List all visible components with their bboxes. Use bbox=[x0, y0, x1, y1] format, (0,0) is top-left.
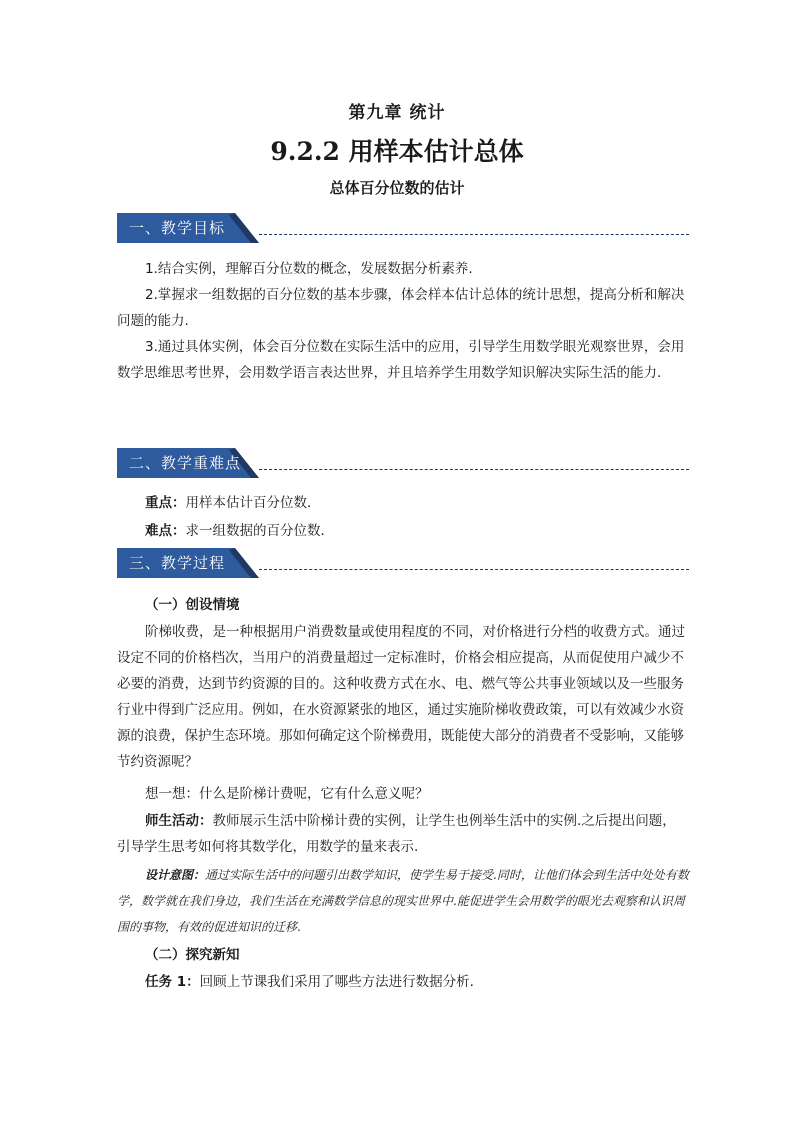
task-1 bbox=[117, 969, 689, 995]
subheading-explore: （二）探究新知 bbox=[145, 947, 240, 963]
key-label: 重点： bbox=[145, 495, 186, 511]
objective-3: 3.通过具体实例，体会百分位数在实际生活中的应用，引导学生用数学眼光观察世界，会用数学思维思考世界，会用数学语言表达世界，并且培养学生用数学知识解决实际生活的能力. bbox=[117, 339, 685, 381]
section-tab bbox=[117, 548, 259, 578]
design-text: 通过实际生活中的问题引出数学知识，使学生易于接受.同时，让他们体会到生活中处处有数学，数学就在我们身边，我们生活在充满数学信息的现实世界中.能促进学生会用数学的眼光去观察和认识周围的事物，有效的促进知识的迁移. bbox=[117, 868, 689, 934]
section-title: 二、教学重难点 bbox=[129, 454, 242, 472]
teacher-student-activity bbox=[117, 808, 689, 860]
difficulty-label: 难点： bbox=[145, 523, 186, 539]
chapter-heading: 第九章 统计 bbox=[348, 103, 446, 123]
section-title: 三、教学过程 bbox=[129, 554, 226, 572]
section-tab bbox=[117, 213, 259, 243]
dashed-divider bbox=[259, 569, 689, 570]
scenario-paragraph: 阶梯收费，是一种根据用户消费数量或使用程度的不同，对价格进行分档的收费方式。通过设定不同的价格档次，当用户的消费量超过一定标准时，价格会相应提高，从而促使用户减少不必要的消费，达到节约资源的目的。这种收费方式在水、电、燃气等公共事业领域以及一些服务行业中得到广泛应用。例如，在水资源紧张的地区，通过实施阶梯收费政策，可以有效减少水资源的浪费，保护生态环境。那如何确定这个阶梯费用，既能使大部分的消费者不受影响，又能够节约资源呢？ bbox=[117, 624, 685, 770]
section-header-process bbox=[117, 548, 689, 578]
activity-label: 师生活动： bbox=[145, 813, 213, 829]
page-subtitle: 总体百分位数的估计 bbox=[329, 179, 465, 197]
objective-2: 2.掌握求一组数据的百分位数的基本步骤，体会样本估计总体的统计思想，提高分析和解决问题的能力. bbox=[117, 287, 685, 329]
section-header-key-points bbox=[117, 448, 689, 478]
section-header-objectives bbox=[117, 213, 689, 243]
design-intent bbox=[117, 862, 689, 940]
subheading-scenario: （一）创设情境 bbox=[145, 597, 240, 613]
think-question: 想一想：什么是阶梯计费呢，它有什么意义呢？ bbox=[145, 786, 429, 802]
difficult-point bbox=[117, 518, 689, 544]
task-label: 任务 1： bbox=[145, 974, 200, 990]
dashed-divider bbox=[259, 234, 689, 235]
key-text: 用样本估计百分位数． bbox=[185, 495, 321, 511]
design-label: 设计意图： bbox=[145, 868, 206, 882]
key-point bbox=[117, 490, 689, 516]
dashed-divider bbox=[259, 469, 689, 470]
activity-text: 教师展示生活中阶梯计费的实例，让学生也例举生活中的实例.之后提出问题，引导学生思考如何将其数学化，用数学的量来表示. bbox=[117, 813, 676, 855]
objective-1: 1.结合实例，理解百分位数的概念，发展数据分析素养. bbox=[145, 261, 473, 277]
difficulty-text: 求一组数据的百分位数． bbox=[185, 523, 334, 539]
section-title: 一、教学目标 bbox=[129, 219, 226, 237]
page-title: 9.2.2 用样本估计总体 bbox=[270, 137, 524, 166]
section-tab bbox=[117, 448, 259, 478]
task-text: 回顾上节课我们采用了哪些方法进行数据分析. bbox=[199, 974, 474, 990]
